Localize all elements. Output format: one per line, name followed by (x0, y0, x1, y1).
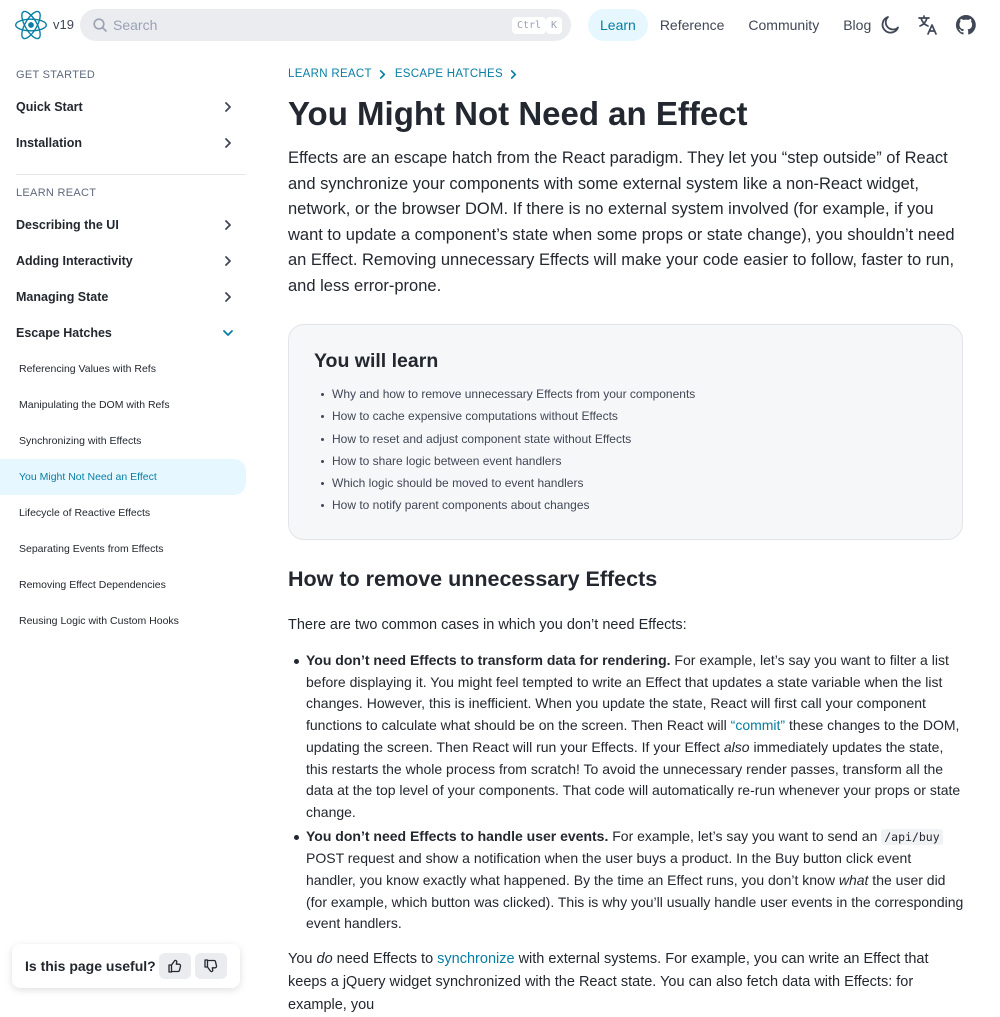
section-heading: How to remove unnecessary Effects (288, 567, 658, 591)
thumbs-up-button[interactable] (159, 953, 191, 979)
sidebar-item-label: Quick Start (16, 100, 83, 114)
sidebar-subitem-active[interactable]: You Might Not Need an Effect (0, 459, 246, 495)
nav-community[interactable]: Community (748, 17, 820, 33)
sidebar-item-installation[interactable] (0, 125, 246, 161)
list-item: How to cache expensive computations without Effects (332, 405, 695, 427)
sidebar-subitem[interactable]: Separating Events from Effects (19, 543, 164, 555)
search-input[interactable] (80, 9, 571, 41)
sidebar-item-quick-start[interactable] (0, 89, 246, 125)
list-item (306, 826, 964, 936)
bullet-text: immediately updates the state, this restarts the whole process from scratch! To avoid the unnecessary render passes, transform all the data at the top level of your components. That code will automatically re-run whenever your props or state change. (306, 738, 961, 820)
you-will-learn-box (288, 324, 963, 540)
list-item: How to share logic between event handlers (332, 450, 695, 472)
version-label[interactable]: v19 (53, 17, 74, 32)
para-text: need Effects to (332, 951, 438, 967)
nav-blog[interactable]: Blog (843, 17, 872, 33)
sidebar-subitem[interactable]: Synchronizing with Effects (19, 435, 142, 447)
learn-list (332, 383, 695, 517)
bullet-text: For example, let’s say you want to send an (608, 827, 882, 844)
breadcrumb-escape-hatches[interactable]: ESCAPE HATCHES (394, 68, 503, 80)
bullet-bold: You don’t need Effects to transform data for rendering. (306, 652, 671, 668)
intro-paragraph: Effects are an escape hatch from the React paradigm. They let you “step outside” of React and synchronize your components with some external system like a non-React widget, network, or the browser DOM. If there is no external system involved (for example, if you want to update a component’s state when some props or state change), you shouldn’t need an Effect. Removing unnecessary Effects will make your code easier to follow, faster to run, and less error-prone. (288, 149, 955, 295)
sidebar-item-describing-ui[interactable] (0, 207, 246, 243)
feedback-label: Is this page useful? (25, 958, 156, 974)
sidebar-subitem[interactable]: Removing Effect Dependencies (19, 579, 166, 591)
bullet-text: POST request and show a notification when the user buys a product. In the Buy button click event handler, you know exactly what happened. By the time an Effect runs, you don’t know (306, 850, 912, 889)
main-nav (588, 9, 883, 41)
sidebar-section-get-started: GET STARTED (16, 69, 96, 81)
chevron-right-icon (509, 70, 518, 79)
paragraph (288, 948, 964, 1017)
section-intro: There are two common cases in which you don’t need Effects: (288, 617, 687, 633)
sidebar-item-adding-interactivity[interactable] (0, 243, 246, 279)
list-item (306, 650, 964, 824)
sidebar-item-label: Escape Hatches (16, 326, 112, 340)
chevron-right-icon (222, 219, 234, 231)
thumbs-up-icon (167, 958, 183, 974)
bullet-list (306, 650, 964, 937)
kbd-ctrl: Ctrl (512, 17, 546, 34)
sidebar-item-label: Managing State (16, 290, 109, 304)
bullet-text: these changes to the DOM, updating the screen. Then React will run your Effects. If your Effect (306, 717, 960, 755)
sidebar-divider (16, 174, 246, 175)
bullet-bold: You don’t need Effects to handle user events. (306, 827, 609, 844)
sidebar-subitem[interactable]: Reusing Logic with Custom Hooks (19, 615, 179, 627)
breadcrumb-learn-react[interactable]: LEARN REACT (288, 68, 372, 80)
para-text: with external systems. For example, you can write an Effect that keeps a jQuery widget synchronized with the React state. You can also fetch data with Effects: for example, you (288, 951, 929, 1013)
translate-icon[interactable] (916, 13, 940, 37)
kbd-k: K (546, 17, 562, 34)
moon-icon[interactable] (878, 13, 902, 37)
top-nav (0, 0, 1000, 50)
sidebar-subitem[interactable]: Referencing Values with Refs (19, 363, 156, 375)
nav-learn[interactable]: Learn (588, 9, 648, 41)
sidebar-item-label: Describing the UI (16, 218, 119, 232)
feedback-widget (12, 944, 240, 988)
sidebar-item-label: Installation (16, 136, 82, 150)
bullet-text: For example, let’s say you want to filter a list before displaying it. You might feel tempted to write an Effect that updates a state variable when the list changes. However, this is inefficient. When you update the state, React will first call your component functions to calculate what should be on the screen. Then React will (306, 652, 949, 734)
bullet-text: the user did (for example, which button was clicked). This is why you’ll usually handle user events in the corresponding event handlers. (306, 872, 964, 932)
chevron-right-icon (222, 137, 234, 149)
sidebar-item-escape-hatches[interactable] (0, 315, 246, 351)
react-logo-icon[interactable] (15, 9, 47, 41)
para-text: You (288, 951, 317, 967)
sidebar-subitem[interactable]: Manipulating the DOM with Refs (19, 399, 170, 411)
chevron-right-icon (222, 101, 234, 113)
bullet-emphasis: what (838, 872, 869, 889)
search-icon (92, 17, 108, 33)
list-item: How to notify parent components about changes (332, 494, 695, 516)
sidebar-item-managing-state[interactable] (0, 279, 246, 315)
synchronize-link[interactable]: synchronize (437, 951, 515, 967)
commit-link[interactable]: “commit” (730, 717, 786, 734)
list-item: Which logic should be moved to event handlers (332, 472, 695, 494)
chevron-right-icon (222, 255, 234, 267)
para-emphasis: do (316, 951, 333, 967)
chevron-right-icon (378, 70, 387, 79)
sidebar-section-learn-react: LEARN REACT (16, 187, 97, 199)
bullet-emphasis: also (723, 738, 750, 755)
chevron-down-icon (222, 327, 234, 339)
search-placeholder: Search (113, 17, 158, 33)
nav-reference[interactable]: Reference (659, 17, 725, 33)
breadcrumb (288, 68, 526, 80)
list-item: Why and how to remove unnecessary Effects from your components (332, 383, 695, 405)
github-icon[interactable] (954, 13, 978, 37)
list-item: How to reset and adjust component state without Effects (332, 428, 695, 450)
nav-icon-group (878, 13, 978, 37)
learn-box-title: You will learn (314, 350, 439, 372)
thumbs-down-icon (203, 958, 219, 974)
inline-code: /api/buy (881, 829, 942, 845)
chevron-right-icon (222, 291, 234, 303)
sidebar-subitem[interactable]: Lifecycle of Reactive Effects (19, 507, 151, 519)
thumbs-down-button[interactable] (195, 953, 227, 979)
sidebar-item-label: Adding Interactivity (16, 254, 133, 268)
page-title: You Might Not Need an Effect (288, 95, 748, 132)
